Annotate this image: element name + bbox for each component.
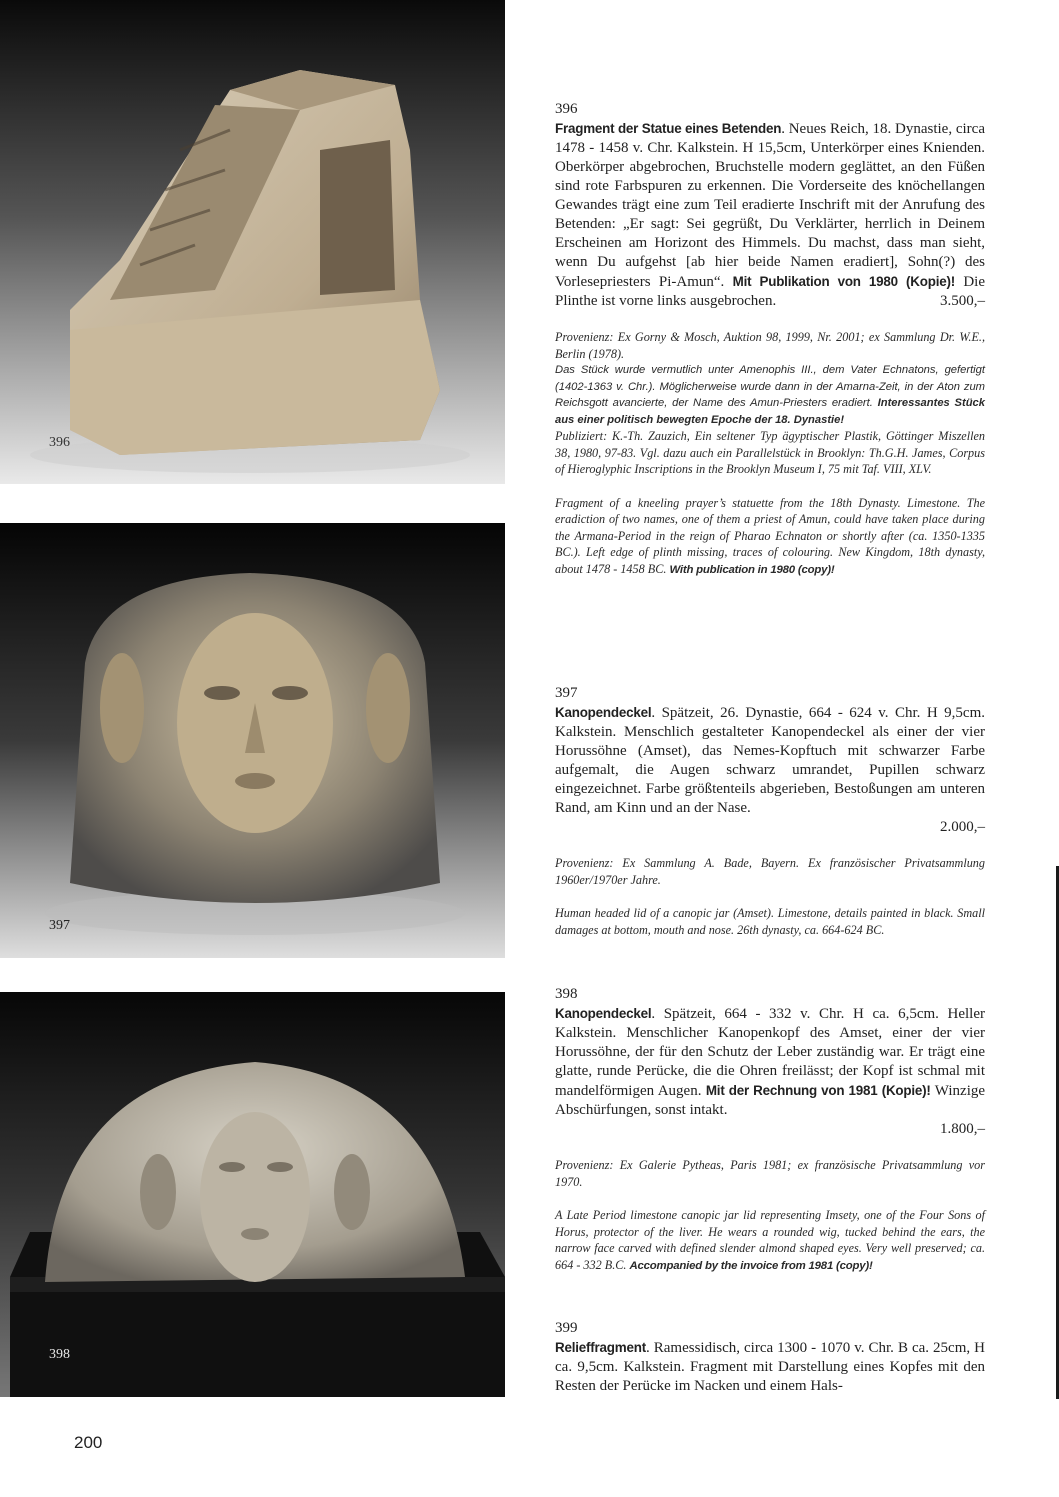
lot-number: 397 (555, 685, 578, 701)
english-description (555, 1207, 985, 1274)
provenance: Provenienz: Ex Gorny & Mosch, Auktion 98, 1999, Nr. 2001; ex Sammlung Dr. W.E., Berlin (1978). (555, 330, 985, 361)
lot-price: 2.000,– (940, 819, 985, 835)
historical-note-highlight: Interessantes Stück aus einer politisch bewegten Epoche der 18. Dynastie! (555, 397, 985, 426)
lot-number: 396 (555, 101, 578, 117)
lot-396 (555, 100, 985, 578)
english-description-text: Fragment of a kneeling prayer’s statuette from the 18th Dynasty. Limestone. The eradiction of two names, one of them a priest of Amun, could have taken place during the Armana-Period in the reign of Pharao Echnaton or shortly after (ca. 1350-1335 BC.). Left edge of plinth missing, traces of colouring. New Kingdom, 18th dynasty, about 1478 - 1458 BC. (555, 495, 985, 576)
english-highlight: Accompanied by the invoice from 1981 (copy)! (629, 1259, 873, 1272)
lot-number: 398 (555, 986, 578, 1002)
lot-399 (555, 1319, 985, 1396)
lot-description-text: . Spätzeit, 664 - 332 v. Chr. H ca. 6,5cm. Heller Kalkstein. Menschlicher Kanopenkopf des Amset, einer der vier Horussöhne, der für den Schutz der Leber zuständig war. Er trägt eine glatte, runde Perücke, die die Ohren freilässt; der Kopf ist schmal mit mandelförmigen Augen. (555, 1006, 985, 1099)
lot-description (555, 1338, 985, 1396)
photo-caption-397: 397 (49, 918, 70, 933)
historical-note (555, 362, 985, 428)
photo-caption-396: 396 (49, 435, 70, 450)
lot-description-text: . Neues Reich, 18. Dynastie, circa 1478 - 1458 v. Chr. Kalkstein. H 15,5cm, Unterkörper eines Knienden. Oberkörper abgebrochen, Bruchstelle modern geglättet, an den Füßen sind rote Farbspuren zu erkennen. Die Vorderseite des knöchellangen Gewandes trägt eine zum Teil eradierte Inschrift mit der Anrufung des Betenden: „Er sagt: Sei gegrüßt, Du Verklärter, herrlich in Deinem Erscheinen am Horizont des Himmels. Du machst, dass man sieht, wenn Du aufgehst [ab hier beide Namen eradiert], Sohn(?) des Vorlesepriesters Pi-Amun“. (555, 121, 985, 290)
lot-title: Fragment der Statue eines Betenden (555, 121, 782, 136)
photo-lot-397 (0, 523, 505, 958)
lot-title: Kanopendeckel (555, 1006, 652, 1021)
lot-398 (555, 985, 985, 1274)
photo-lot-396 (0, 0, 505, 484)
lot-description (555, 119, 985, 311)
lot-description-end: Die Plinthe ist vorne links ausgebrochen. (555, 274, 985, 309)
photo-lot-398 (0, 992, 505, 1397)
lot-title: Kanopendeckel (555, 705, 652, 720)
lot-number: 399 (555, 1320, 578, 1336)
lot-description-text: . Ramessidisch, circa 1300 - 1070 v. Chr. B ca. 25cm, H ca. 9,5cm. Kalkstein. Fragment mit Darstellung eines Kopfes mit den Resten der Perücke im Nacken und einem Hals- (555, 1340, 985, 1394)
lot-description (555, 1004, 985, 1120)
lot-price: 1.800,– (940, 1121, 985, 1137)
page-number: 200 (74, 1433, 103, 1452)
canopic-lid-imsety-image (0, 992, 505, 1397)
lot-description (555, 703, 985, 818)
photo-caption-398: 398 (49, 1347, 70, 1362)
english-description: Human headed lid of a canopic jar (Amset). Limestone, details painted in black. Small damages at bottom, mouth and nose. 26th dynasty, ca. 664-624 BC. (555, 906, 985, 937)
historical-note-text: Das Stück wurde vermutlich unter Amenophis III., dem Vater Echnatons, gefertigt (1402-1363 v. Chr.). Möglicherweise wurde dann in der Amarna-Zeit, in der Aton zum Reichsgott avancierte, der Name des Amun-Priesters eradiert. (555, 364, 985, 409)
english-description-text: A Late Period limestone canopic jar lid representing Imsety, one of the Four Sons of Horus, protector of the liver. He wears a rounded wig, tucked behind the ears, the narrow face carved with defined slender almond shaped eyes. Very well preserved; ca. 664 - 332 B.C. (555, 1208, 985, 1272)
invoice-note: Mit der Rechnung von 1981 (Kopie)! (705, 1083, 931, 1098)
lot-description-end: Winzige Abschürfungen, sonst intakt. (555, 1083, 986, 1118)
english-description (555, 495, 985, 579)
lot-397 (555, 684, 985, 938)
lot-price: 3.500,– (940, 293, 985, 309)
statue-fragment-image (0, 0, 505, 484)
canopic-lid-amset-image (0, 523, 505, 958)
publication-note: Mit Publikation von 1980 (Kopie)! (732, 274, 955, 289)
english-highlight: With publication in 1980 (copy)! (669, 563, 835, 576)
lot-description-text: . Spätzeit, 26. Dynastie, 664 - 624 v. Chr. H 9,5cm. Kalkstein. Menschlich gestalteter Kanopendeckel als einer der vier Horussöhne (Amset), das Nemes-Kopftuch mit schwarzer Farbe aufgemalt, die Augen schwarz umrandet, Pupillen schwarz eingezeichnet. Farbe größtenteils abgerieben, Bestoßungen am unteren Rand, am Kinn und an der Nase. (555, 705, 985, 816)
provenance: Provenienz: Ex Sammlung A. Bade, Bayern. Ex französischer Privatsammlung 1960er/1970er Jahre. (555, 856, 985, 887)
lot-title: Relieffragment (555, 1340, 646, 1355)
provenance: Provenienz: Ex Galerie Pytheas, Paris 1981; ex französische Privatsammlung vor 1970. (555, 1158, 985, 1189)
publication-reference: Publiziert: K.-Th. Zauzich, Ein seltener Typ ägyptischer Plastik, Göttinger Miszellen 38, 1980, 97-83. Vgl. dazu auch ein Parallelstück in Brooklyn: Th.G.H. James, Corpus of Hieroglyphic Inscriptions in the Brooklyn Museum I, 75 mit Taf. VIII, XLV. (555, 429, 985, 476)
